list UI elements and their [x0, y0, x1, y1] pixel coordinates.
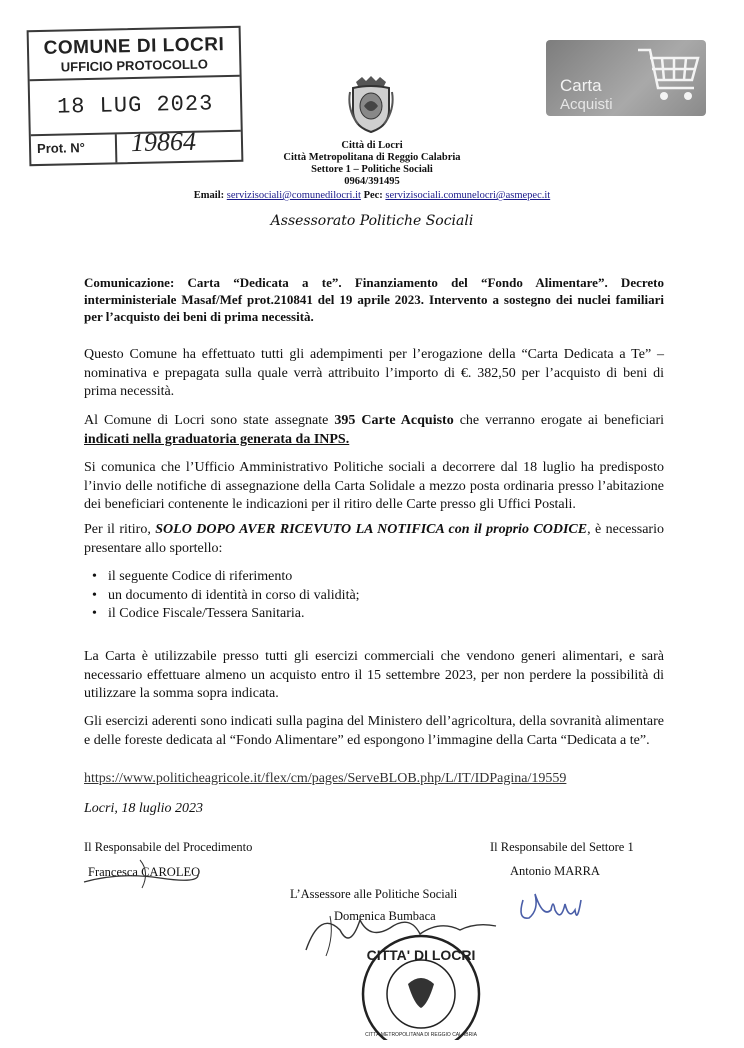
seal-inner-text: CITTÀ METROPOLITANA DI REGGIO CALABRIA	[365, 1032, 477, 1038]
paragraph-1: Questo Comune ha effettuato tutti gli adempimenti per l’erogazione della “Carta Dedicata a Te” – nominativa e prepagata sulla quale verrà attribuito l’importo di €. 382,50 per l’acquisto di beni di prima necessità.	[84, 347, 664, 399]
paragraph-4	[84, 521, 664, 558]
pec-label: Pec:	[363, 190, 383, 201]
pec-link[interactable]: servizisociali.comunelocri@asmepec.it	[385, 190, 551, 201]
stamp-protocol-number: 19864	[130, 126, 197, 158]
right-signatory-role: Il Responsabile del Settore 1	[490, 840, 634, 854]
list-item: • un documento di identità in corso di validità;	[84, 587, 664, 606]
p2-inps-note: indicati nella graduatoria generata da INPS.	[84, 431, 350, 447]
ministry-link[interactable]: https://www.politicheagricole.it/flex/cm/pages/ServeBLOB.php/L/IT/IDPagina/19559	[84, 771, 567, 786]
subject: Comunicazione: Carta “Dedicata a te”. Finanziamento del “Fondo Alimentare”. Decreto interministeriale Masaf/Mef prot.210841 del 19 aprile 2023. Intervento a sostegno dei nuclei familiari per l’acquisto dei beni di prima necessità.	[84, 275, 664, 324]
header-metro: Città Metropolitana di Reggio Calabria	[283, 152, 461, 163]
paragraph-5: La Carta è utilizzabile presso tutti gli esercizi commerciali che vendono generi alimentari, e sarà necessario effettuare almeno un acquisto entro il 15 settembre 2023, per non perdere la possibilità di utilizzare la somma sopra indicata.	[84, 649, 664, 701]
header-sector: Settore 1 – Politiche Sociali	[311, 164, 433, 175]
p4-text: Per il ritiro,	[84, 522, 156, 537]
paragraph-6: Gli esercizi aderenti sono indicati sulla pagina del Ministero dell’agricoltura, della sovranità alimentare e delle foreste dedicata al “Fondo Alimentare” ed espongono l’immagine della Carta “Dedicata a te”.	[84, 714, 664, 748]
logo-carta-text: Carta	[560, 76, 602, 95]
left-signatory-name: Francesca CAROLEO	[88, 865, 201, 879]
stamp-protocol-label: Prot. N°	[36, 140, 86, 157]
document-date: Locri, 18 luglio 2023	[84, 801, 204, 816]
left-signature-icon	[80, 852, 200, 892]
city-crest-icon	[348, 76, 394, 134]
stamp-subtitle: UFFICIO PROTOCOLLO	[29, 56, 239, 81]
logo-acquisti-text: Acquisti	[560, 96, 613, 113]
right-signature-icon	[515, 880, 595, 930]
p2-text: Al Comune di Locri sono state assegnate	[84, 413, 335, 428]
stamp-date: 18 LUG 2023	[56, 91, 214, 120]
paragraph-2	[84, 412, 664, 449]
city-seal-icon	[356, 932, 486, 1040]
stamp-title: COMUNE DI LOCRI	[43, 34, 225, 59]
header-phone: 0964/391495	[344, 176, 400, 187]
list-item: • il seguente Codice di riferimento	[84, 568, 664, 587]
assessorato-title: Assessorato Politiche Sociali	[270, 213, 474, 229]
right-signatory-name: Antonio MARRA	[510, 864, 600, 878]
paragraph-3: Si comunica che l’Ufficio Amministrativo Politiche sociali a decorrere dal 18 luglio ha predisposto l’invio delle notifiche di assegnazione della Carta Solidale a mezzo posta ordinaria presso l’abitazione dei beneficiari contenente le indicazioni per il ritiro delle Carte presso gli Uffici Postali.	[84, 460, 664, 512]
requirements-list	[84, 568, 664, 624]
list-item: • il Codice Fiscale/Tessera Sanitaria.	[84, 605, 664, 624]
center-signatory-name: Domenica Bumbaca	[334, 909, 436, 923]
p4-text-2: , è necessario presentare allo sportello:	[84, 522, 664, 556]
email-link[interactable]: servizisociali@comunedilocri.it	[226, 190, 361, 201]
header-city: Città di Locri	[341, 140, 403, 151]
header-contacts	[0, 190, 744, 201]
center-signatory-role: L’Assessore alle Politiche Sociali	[290, 887, 458, 901]
carta-acquisti-logo	[546, 40, 706, 116]
email-label: Email:	[193, 190, 225, 201]
p4-emphasis: SOLO DOPO AVER RICEVUTO LA NOTIFICA con il proprio CODICE	[155, 522, 588, 537]
p2-cards-count: 395 Carte Acquisto	[334, 413, 454, 428]
p2-text-2: che verranno erogate ai beneficiari	[453, 413, 665, 428]
left-signatory-role: Il Responsabile del Procedimento	[84, 840, 253, 854]
seal-outer-text: CITTA' DI LOCRI	[366, 947, 476, 963]
